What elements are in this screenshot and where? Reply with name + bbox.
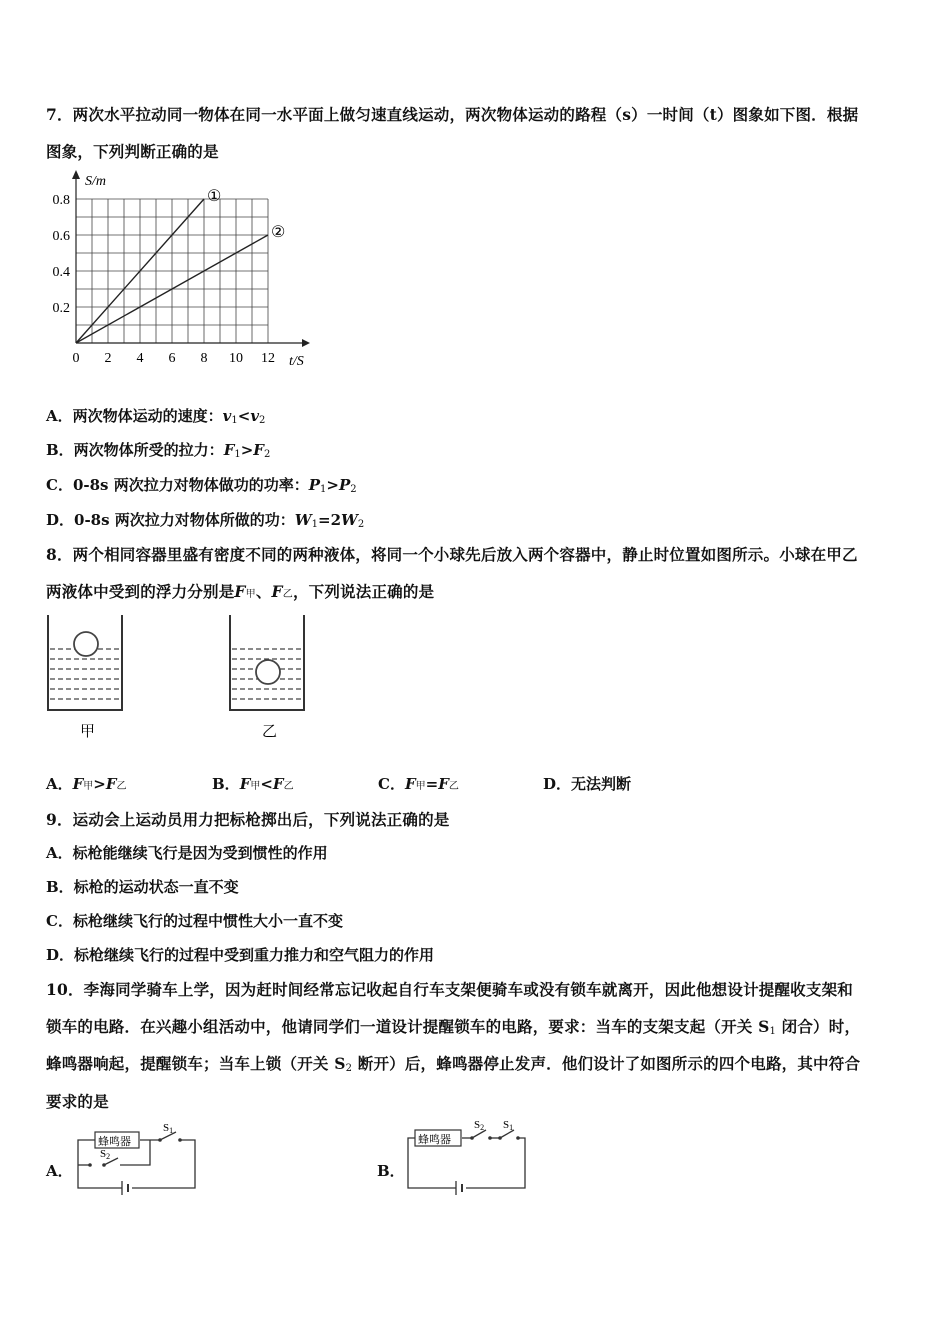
q8-option-c[interactable]: C．F甲=F乙 <box>378 775 459 793</box>
x-tick-label: 0 <box>72 351 80 366</box>
q8-option-d[interactable]: D．无法判断 <box>543 775 632 793</box>
circuit-b <box>400 1120 540 1200</box>
q7-option-c-text: C．0-8s 两次拉力对物体做功的功率： <box>46 476 309 494</box>
q7-option-b[interactable]: B．两次物体所受的拉力：$F_1>F_2$ <box>46 441 271 460</box>
container-yi <box>222 612 322 747</box>
q7-stem-line2: 图象，下列判断正确的是 <box>46 142 219 161</box>
q7-option-a-text: A．两次物体运动的速度： <box>46 407 223 425</box>
series-label-1: ① <box>207 188 222 205</box>
switch-node <box>88 1163 92 1167</box>
switch-node <box>488 1136 492 1140</box>
container-label: 乙 <box>262 724 278 740</box>
q9-option-a[interactable]: A．标枪能继续飞行是因为受到惯性的作用 <box>46 844 328 862</box>
q9-option-c[interactable]: C．标枪继续飞行的过程中惯性大小一直不变 <box>46 912 343 930</box>
graph-grid <box>76 199 268 343</box>
x-tick-label: 2 <box>104 351 112 366</box>
q7-option-b-text: B．两次物体所受的拉力： <box>46 441 224 459</box>
q9-option-d[interactable]: D．标枪继续飞行的过程中受到重力推力和空气阻力的作用 <box>46 946 435 964</box>
y-axis-label: S/m <box>85 174 106 189</box>
container-label: 甲 <box>80 724 96 740</box>
switch-node <box>470 1136 474 1140</box>
container-walls <box>48 615 122 710</box>
x-tick-label: 10 <box>229 351 243 366</box>
ball <box>256 660 280 684</box>
switch-s1-label: S1 <box>503 1120 514 1132</box>
q10-stem-line3: 蜂鸣器响起，提醒锁车；当车上锁（开关 $S_2$ 断开）后，蜂鸣器停止发声．他们设计了如图所示的四个电路，其中符合 <box>46 1054 861 1074</box>
y-tick-label: 0.8 <box>52 193 70 208</box>
switch-node <box>516 1136 520 1140</box>
st-graph <box>40 165 330 375</box>
switch-node <box>498 1136 502 1140</box>
q8-option-b[interactable]: B．F甲<F乙 <box>212 775 294 793</box>
x-tick-label: 6 <box>168 351 176 366</box>
x-axis-label: t/S <box>289 354 304 369</box>
q8-stem-line2: 两液体中受到的浮力分别是F甲、F乙，下列说法正确的是 <box>46 582 435 601</box>
wire <box>132 1140 195 1188</box>
q7-option-a[interactable]: A．两次物体运动的速度：$v_1<v_2$ <box>46 407 266 426</box>
q7-option-d-text: D．0-8s 两次拉力对物体所做的功： <box>46 511 295 529</box>
y-axis-arrow <box>72 170 80 179</box>
circuit-a <box>70 1120 210 1200</box>
ball <box>74 632 98 656</box>
q10-stem-line1: 10．李海同学骑车上学，因为赶时间经常忘记收起自行车支架便骑车或没有锁车就离开，因此他想设计提醒收支架和 <box>46 980 853 999</box>
switch-node <box>178 1138 182 1142</box>
q7-option-d[interactable]: D．0-8s 两次拉力对物体所做的功：$W_1=2W_2$ <box>46 511 365 530</box>
q10-stem-line4: 要求的是 <box>46 1092 109 1111</box>
x-tick-label: 12 <box>261 351 275 366</box>
switch-s1-label: S1 <box>163 1122 174 1135</box>
x-axis-arrow <box>302 339 310 347</box>
q10-stem-line2: 锁车的电路．在兴趣小组活动中，他请同学们一道设计提醒锁车的电路，要求：当车的支架支起（开关 $S_1$ 闭合）时， <box>46 1017 861 1037</box>
q9-stem: 9．运动会上运动员用力把标枪掷出后，下列说法正确的是 <box>46 810 450 829</box>
q10-option-a-label[interactable]: A． <box>46 1162 73 1180</box>
series-label-2: ② <box>271 224 286 241</box>
q10-option-b-label[interactable]: B． <box>377 1162 405 1180</box>
y-tick-label: 0.6 <box>52 229 70 244</box>
q8-option-a[interactable]: A．F甲>F乙 <box>46 775 127 793</box>
switch-node <box>158 1138 162 1142</box>
y-tick-label: 0.2 <box>52 301 70 316</box>
q9-option-b[interactable]: B．标枪的运动状态一直不变 <box>46 878 239 896</box>
switch-s2-label: S2 <box>474 1120 485 1132</box>
q7-option-c[interactable]: C．0-8s 两次拉力对物体做功的功率：$P_1>P_2$ <box>46 476 357 495</box>
x-tick-label: 4 <box>136 351 144 366</box>
container-jia <box>40 612 140 747</box>
buzzer-label: 蜂鸣器 <box>418 1134 451 1146</box>
buzzer-label: 蜂鸣器 <box>98 1136 131 1148</box>
wire <box>466 1138 525 1188</box>
q7-stem-line1: 7．两次水平拉动同一物体在同一水平面上做匀速直线运动，两次物体运动的路程（s）一时间（t）图象如下图．根据 <box>46 105 859 124</box>
q8-stem-line1: 8．两个相同容器里盛有密度不同的两种液体，将同一个小球先后放入两个容器中，静止时位置如图所示。小球在甲乙 <box>46 545 858 564</box>
switch-s2-label: S2 <box>100 1148 111 1161</box>
graph-series-labels <box>207 188 285 241</box>
graph-tick-labels <box>53 193 276 366</box>
y-tick-label: 0.4 <box>52 265 70 280</box>
switch-node <box>102 1163 106 1167</box>
x-tick-label: 8 <box>200 351 208 366</box>
